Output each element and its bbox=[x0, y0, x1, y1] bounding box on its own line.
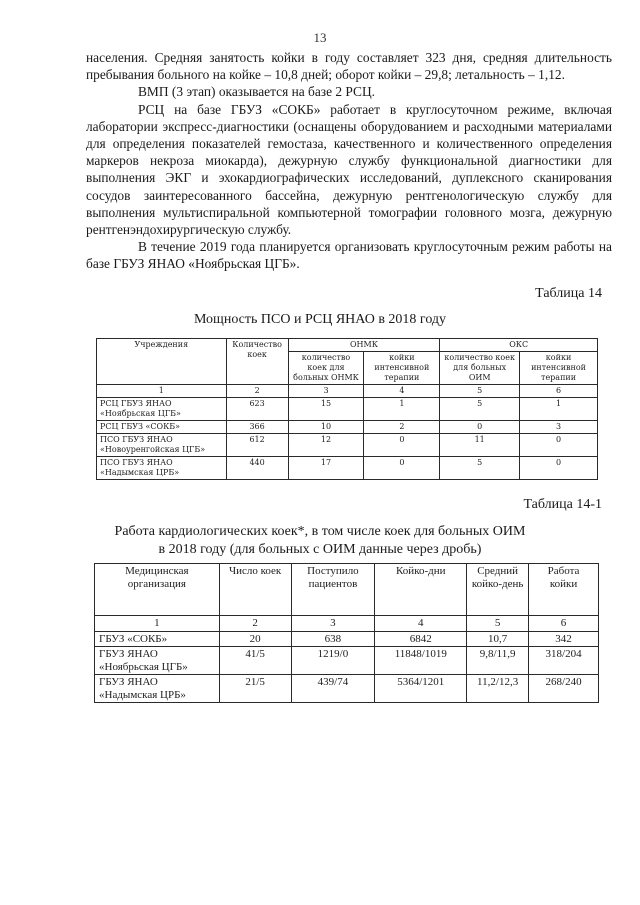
cell: 2 bbox=[364, 421, 440, 434]
col-number: 2 bbox=[226, 385, 288, 398]
table14-1-caption: Таблица 14-1 bbox=[523, 497, 602, 512]
cell: 623 bbox=[226, 398, 288, 421]
col-number: 3 bbox=[288, 385, 364, 398]
cell: 366 bbox=[226, 421, 288, 434]
cell: 17 bbox=[288, 457, 364, 480]
table14-caption: Таблица 14 bbox=[535, 286, 602, 301]
cell: 11848/1019 bbox=[375, 647, 467, 675]
col-number: 3 bbox=[291, 616, 375, 632]
table-row bbox=[95, 675, 599, 703]
header-oks-beds: количество коек для больных ОИМ bbox=[440, 352, 520, 385]
col-number: 6 bbox=[529, 616, 599, 632]
header-oks: ОКС bbox=[440, 339, 598, 352]
header-beds-count: Количество коек bbox=[226, 339, 288, 385]
cell: 638 bbox=[291, 631, 375, 647]
cell: 11 bbox=[440, 434, 520, 457]
col-number: 5 bbox=[440, 385, 520, 398]
cell: 15 bbox=[288, 398, 364, 421]
cell: 0 bbox=[440, 421, 520, 434]
table-14 bbox=[96, 338, 598, 480]
col-number: 1 bbox=[97, 385, 227, 398]
page-number: 13 bbox=[313, 30, 327, 45]
cell-organization: ГБУЗ «СОКБ» bbox=[95, 631, 220, 647]
paragraph-4: В течение 2019 года планируется организовать круглосуточным режим работы на базе ГБУЗ ЯНАО «Ноябрьская ЦГБ». bbox=[86, 239, 612, 272]
cell: 41/5 bbox=[219, 647, 291, 675]
cell-institution: ПСО ГБУЗ ЯНАО «Новоуренгойская ЦГБ» bbox=[97, 434, 227, 457]
header-bed-days: Койко-дни bbox=[375, 564, 467, 616]
header-oks-icu: койки интенсивной терапии bbox=[520, 352, 598, 385]
header-onmk: ОНМК bbox=[288, 339, 440, 352]
cell: 11,2/12,3 bbox=[467, 675, 529, 703]
header-beds: Число коек bbox=[219, 564, 291, 616]
table-row bbox=[95, 647, 599, 675]
column-number-row bbox=[97, 385, 598, 398]
table-row bbox=[97, 398, 598, 421]
col-number: 4 bbox=[364, 385, 440, 398]
header-institution: Учреждения bbox=[97, 339, 227, 385]
cell: 342 bbox=[529, 631, 599, 647]
table-14-1 bbox=[94, 563, 599, 703]
cell-organization: ГБУЗ ЯНАО «Надымская ЦРБ» bbox=[95, 675, 220, 703]
col-number: 1 bbox=[95, 616, 220, 632]
cell: 0 bbox=[364, 457, 440, 480]
cell: 0 bbox=[364, 434, 440, 457]
cell: 3 bbox=[520, 421, 598, 434]
table14-title: Мощность ПСО и РСЦ ЯНАО в 2018 году bbox=[193, 312, 447, 327]
col-number: 6 bbox=[520, 385, 598, 398]
header-organization: Медицинская организация bbox=[95, 564, 220, 616]
table14-1-title-line1: Работа кардиологических коек*, в том числе коек для больных ОИМ bbox=[114, 524, 526, 539]
cell: 12 bbox=[288, 434, 364, 457]
header-bed-work: Работа койки bbox=[529, 564, 599, 616]
cell: 5364/1201 bbox=[375, 675, 467, 703]
cell: 0 bbox=[520, 434, 598, 457]
paragraph-2: ВМП (3 этап) оказывается на базе 2 РСЦ. bbox=[138, 84, 375, 100]
cell-institution: РСЦ ГБУЗ ЯНАО «Ноябрьская ЦГБ» bbox=[97, 398, 227, 421]
cell: 268/240 bbox=[529, 675, 599, 703]
table-row bbox=[97, 457, 598, 480]
col-number: 2 bbox=[219, 616, 291, 632]
cell-institution: ПСО ГБУЗ ЯНАО «Надымская ЦРБ» bbox=[97, 457, 227, 480]
header-avg-bed-day: Средний койко-день bbox=[467, 564, 529, 616]
cell: 1 bbox=[520, 398, 598, 421]
cell: 5 bbox=[440, 457, 520, 480]
paragraph-3: РСЦ на базе ГБУЗ «СОКБ» работает в круглосуточном режиме, включая лаборатории экспресс-диагностики (оснащены оборудованием и расходными материалами для определения показателей гемостаза, качественного и количественного определения маркеров некроза миокарда), дежурную службу функциональной диагностики для выполнения ЭКГ и эхокардиографических исследований, дуплексного сканирования сосудов заинтересованного бассейна, дежурную рентгенологическую службу для выполнения мультиспиральной компьютерной томографии головного мозга, дежурную рентгенэндохирургическую службу. bbox=[86, 101, 612, 238]
table-row bbox=[97, 421, 598, 434]
header-onmk-beds: количество коек для больных ОНМК bbox=[288, 352, 364, 385]
header-row bbox=[95, 564, 599, 616]
cell: 21/5 bbox=[219, 675, 291, 703]
header-onmk-icu: койки интенсивной терапии bbox=[364, 352, 440, 385]
cell: 440 bbox=[226, 457, 288, 480]
cell-institution: РСЦ ГБУЗ «СОКБ» bbox=[97, 421, 227, 434]
paragraph-1: населения. Средняя занятость койки в году составляет 323 дня, средняя длительность пребывания больного на койке – 10,8 дней; оборот койки – 29,8; летальность – 1,12. bbox=[86, 50, 612, 83]
cell: 318/204 bbox=[529, 647, 599, 675]
cell: 10,7 bbox=[467, 631, 529, 647]
cell: 612 bbox=[226, 434, 288, 457]
cell-organization: ГБУЗ ЯНАО «Ноябрьская ЦГБ» bbox=[95, 647, 220, 675]
cell: 6842 bbox=[375, 631, 467, 647]
cell: 1219/0 bbox=[291, 647, 375, 675]
col-number: 5 bbox=[467, 616, 529, 632]
cell: 1 bbox=[364, 398, 440, 421]
header-admitted: Поступило пациентов bbox=[291, 564, 375, 616]
column-number-row bbox=[95, 616, 599, 632]
cell: 5 bbox=[440, 398, 520, 421]
cell: 9,8/11,9 bbox=[467, 647, 529, 675]
table-row bbox=[97, 434, 598, 457]
col-number: 4 bbox=[375, 616, 467, 632]
cell: 10 bbox=[288, 421, 364, 434]
cell: 439/74 bbox=[291, 675, 375, 703]
table-row bbox=[95, 631, 599, 647]
cell: 20 bbox=[219, 631, 291, 647]
cell: 0 bbox=[520, 457, 598, 480]
table14-1-title-line2: в 2018 году (для больных с ОИМ данные через дробь) bbox=[158, 542, 482, 557]
body-text bbox=[86, 49, 612, 273]
